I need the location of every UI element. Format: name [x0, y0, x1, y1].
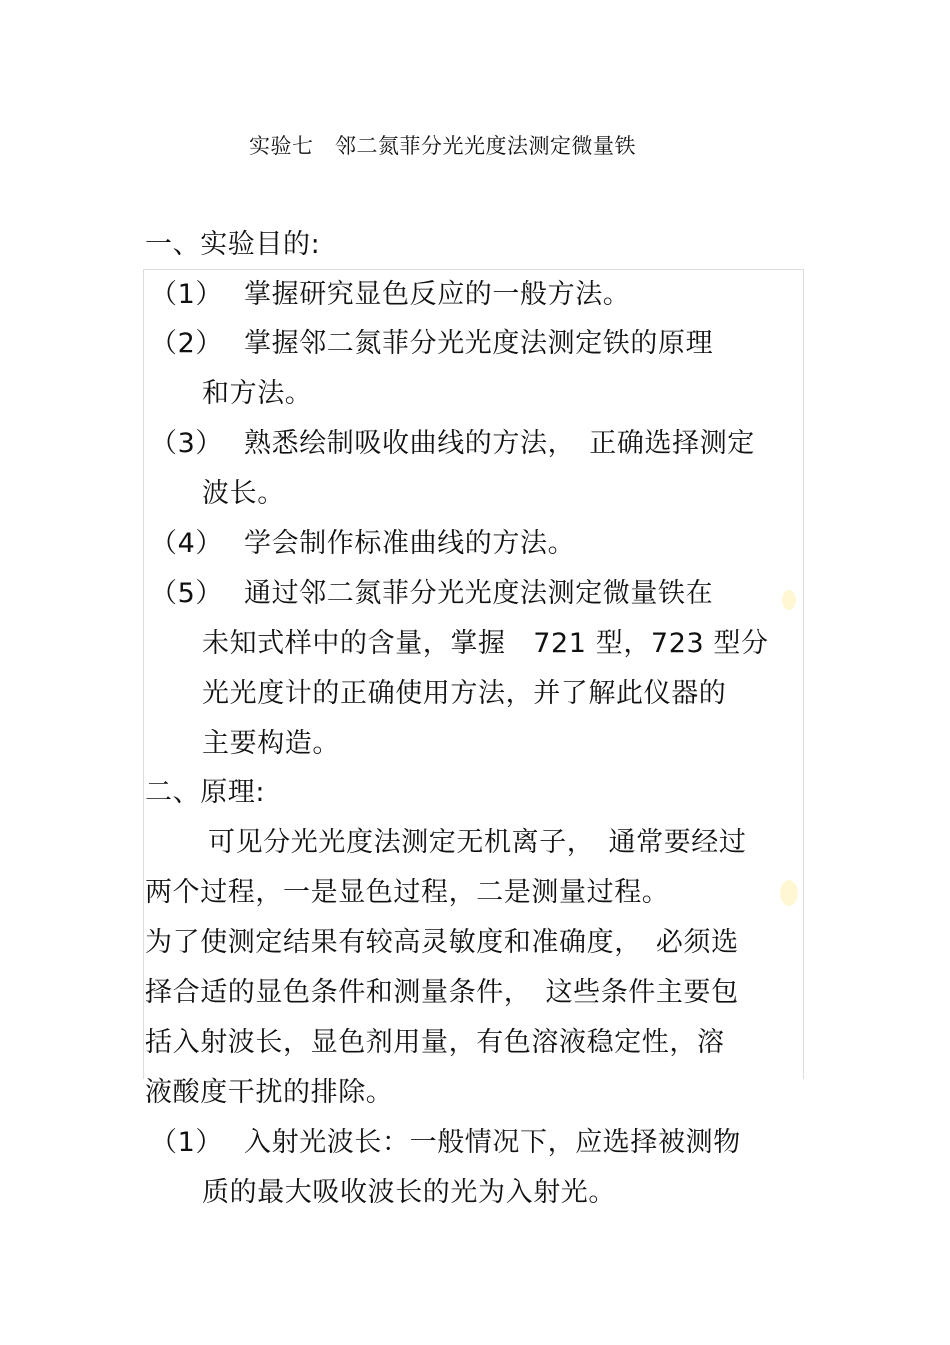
paragraph-line: 为了使测定结果有较高灵敏度和准确度， 必须选	[145, 927, 739, 958]
item-number: （4）	[150, 528, 223, 559]
item-text: 通过邻二氮菲分光光度法测定微量铁在	[244, 578, 714, 609]
page-title: 实验七 邻二氮菲分光光度法测定微量铁	[249, 134, 636, 158]
item-text: 掌握研究显色反应的一般方法。	[244, 279, 631, 310]
paragraph-line: 两个过程，一是显色过程，二是测量过程。	[145, 877, 670, 908]
paragraph-line: 括入射波长，显色剂用量，有色溶液稳定性，溶	[145, 1027, 725, 1058]
item-text: 和方法。	[202, 378, 313, 409]
section-heading: 二、原理:	[145, 777, 266, 808]
item-text: 质的最大吸收波长的光为入射光。	[202, 1177, 616, 1208]
highlight-mark	[782, 590, 796, 610]
highlight-mark	[780, 880, 798, 906]
item-text: 熟悉绘制吸收曲线的方法， 正确选择测定	[244, 428, 755, 459]
item-number: （2）	[150, 328, 223, 359]
paragraph-line: 液酸度干扰的排除。	[145, 1077, 394, 1108]
item-number: （1）	[150, 1127, 223, 1158]
item-text: 未知式样中的含量，掌握 721 型，723 型分	[202, 628, 769, 659]
section-heading: 一、实验目的:	[145, 229, 321, 260]
paragraph-line: 择合适的显色条件和测量条件， 这些条件主要包	[145, 977, 739, 1008]
item-text: 掌握邻二氮菲分光光度法测定铁的原理	[244, 328, 714, 359]
item-text: 主要构造。	[202, 728, 340, 759]
item-text: 波长。	[202, 478, 285, 509]
item-number: （1）	[150, 279, 223, 310]
item-number: （3）	[150, 428, 223, 459]
paragraph-line: 可见分光光度法测定无机离子， 通常要经过	[208, 827, 747, 858]
item-text: 光光度计的正确使用方法，并了解此仪器的	[202, 678, 727, 709]
item-text: 学会制作标准曲线的方法。	[244, 528, 576, 559]
item-number: （5）	[150, 578, 223, 609]
item-text: 入射光波长：一般情况下，应选择被测物	[244, 1127, 741, 1158]
